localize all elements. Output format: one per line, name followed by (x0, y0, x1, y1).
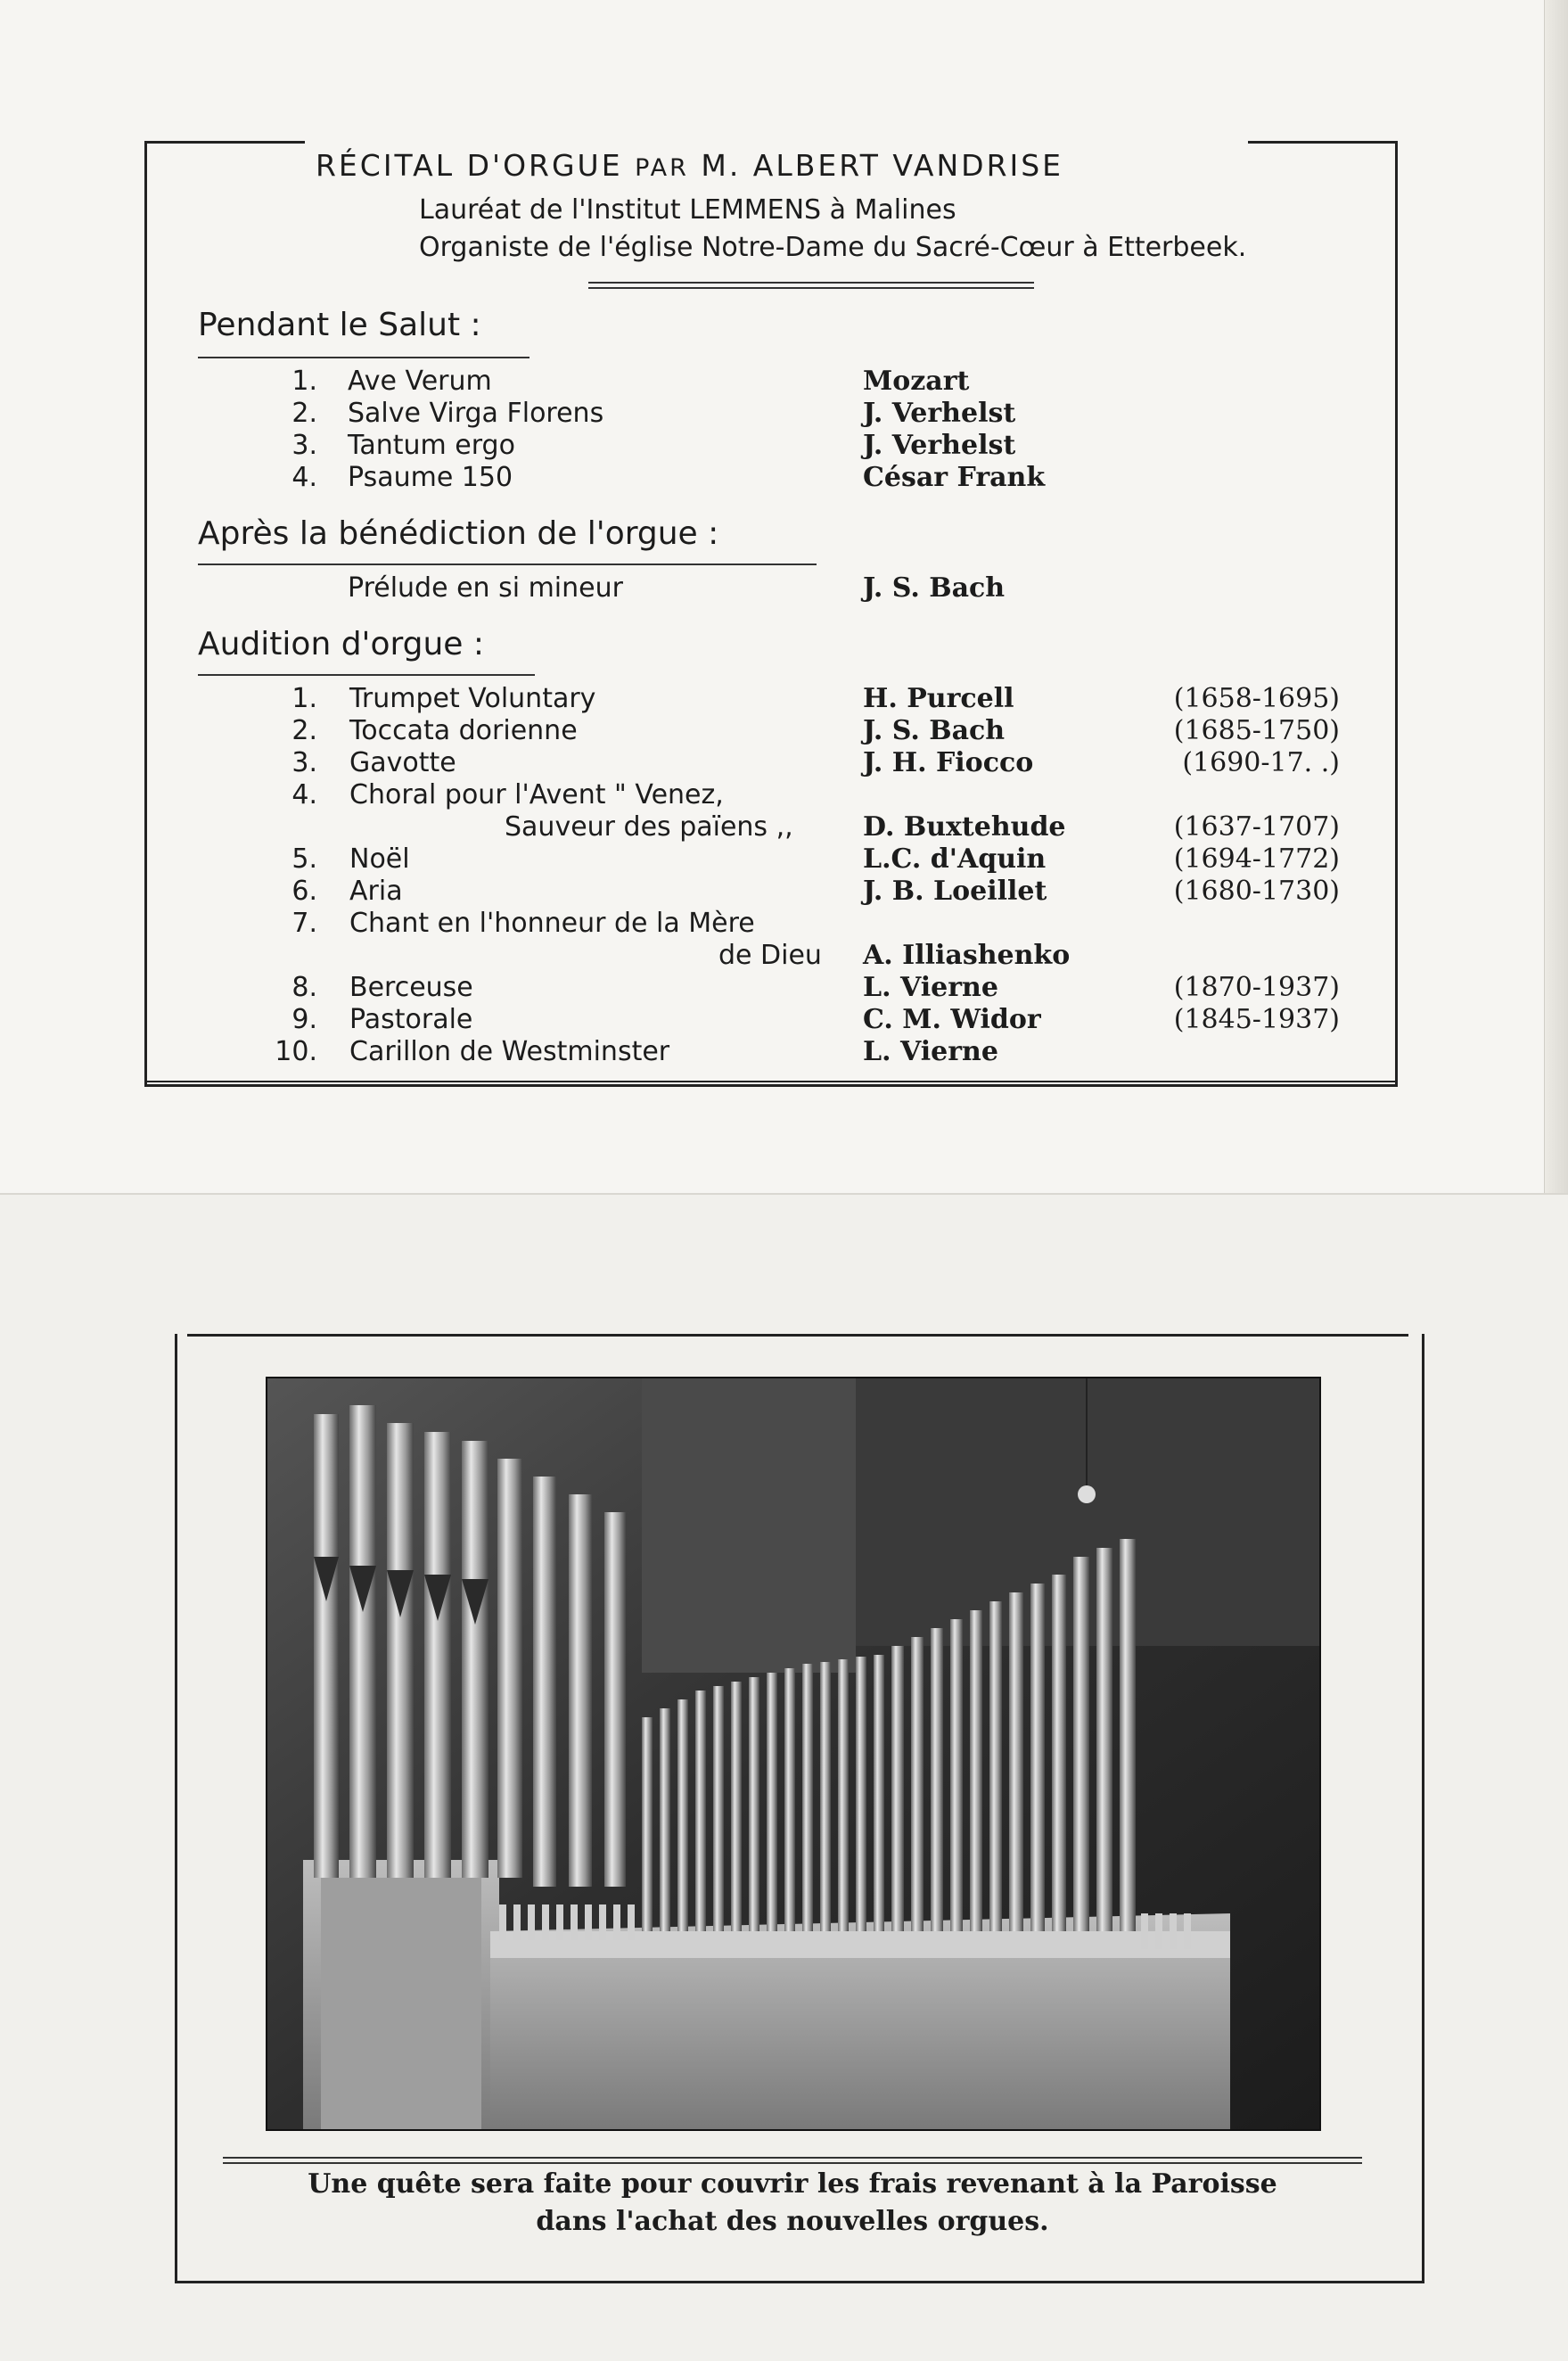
piece-composer: A. Illiashenko (863, 940, 1071, 971)
item-number: 4. (291, 779, 317, 810)
piece-title: Chant en l'honneur de la Mère (349, 908, 755, 939)
piece-title: Toccata dorienne (349, 715, 578, 746)
piece-title: Noël (349, 843, 410, 875)
piece-title: Carillon de Westminster (349, 1036, 670, 1067)
piece-composer: L. Vierne (863, 972, 998, 1003)
section-heading-salut: Pendant le Salut : (198, 307, 481, 343)
section-rule-salut (198, 357, 530, 358)
piece-composer: J. H. Fiocco (863, 747, 1034, 778)
title-double-rule (588, 282, 1034, 289)
item-number: 9. (291, 1004, 317, 1035)
item-number: 8. (291, 972, 317, 1003)
piece-composer: C. M. Widor (863, 1004, 1041, 1035)
item-number: 2. (291, 715, 317, 746)
piece-composer: Mozart (863, 366, 970, 397)
organ-photo-drawing (267, 1378, 1319, 2129)
piece-composer: J. S. Bach (863, 715, 1006, 746)
program-bottom-rule (144, 1081, 1398, 1082)
piece-title: Gavotte (349, 747, 456, 778)
composer-dates: (1685-1750) (1173, 715, 1340, 746)
performer-position: Organiste de l'église Notre-Dame du Sacré-Cœur à Etterbeek. (419, 232, 1247, 263)
recital-title-performer: M. ALBERT VANDRISE (701, 148, 1064, 183)
piece-title: Ave Verum (348, 366, 492, 397)
piece-title: Choral pour l'Avent " Venez, (349, 779, 724, 810)
item-number: 1. (291, 366, 317, 397)
piece-composer: J. B. Loeillet (863, 876, 1047, 907)
item-number: 3. (291, 747, 317, 778)
recital-title-par: PAR (635, 154, 689, 182)
piece-title: Prélude en si mineur (348, 572, 623, 604)
collection-notice-line1: Une quête sera faite pour couvrir les frais revenant à la Paroisse (308, 2168, 1277, 2200)
item-number: 5. (291, 843, 317, 875)
item-number: 4. (291, 462, 317, 493)
photo-card-top-rule (187, 1334, 1408, 1337)
recital-title-main: RÉCITAL D'ORGUE (316, 148, 623, 183)
piece-title: Trumpet Voluntary (349, 683, 596, 714)
piece-title: Tantum ergo (348, 430, 515, 461)
piece-title: Salve Virga Florens (348, 398, 604, 429)
composer-dates: (1870-1937) (1173, 972, 1340, 1003)
item-number: 7. (291, 908, 317, 939)
recital-title (316, 148, 1243, 183)
frame-top-left-rule (144, 141, 305, 144)
piece-title: Berceuse (349, 972, 473, 1003)
piece-title: Pastorale (349, 1004, 473, 1035)
piece-composer: César Frank (863, 462, 1046, 493)
composer-dates: (1694-1772) (1173, 843, 1340, 875)
piece-title: Aria (349, 876, 403, 907)
item-number: 10. (275, 1036, 317, 1067)
piece-title: Psaume 150 (348, 462, 513, 493)
item-number: 6. (291, 876, 317, 907)
piece-composer: J. Verhelst (863, 398, 1016, 429)
piece-title-continued: de Dieu (718, 940, 822, 971)
piece-composer: D. Buxtehude (863, 811, 1066, 843)
piece-composer: L.C. d'Aquin (863, 843, 1047, 875)
section-heading-audition: Audition d'orgue : (198, 626, 485, 662)
item-number: 3. (291, 430, 317, 461)
section-heading-benediction: Après la bénédiction de l'orgue : (198, 515, 719, 552)
collection-notice-line2: dans l'achat des nouvelles orgues. (536, 2206, 1049, 2237)
piece-composer: J. Verhelst (863, 430, 1016, 461)
item-number: 1. (291, 683, 317, 714)
performer-credential: Lauréat de l'Institut LEMMENS à Malines (419, 194, 956, 226)
piece-composer: J. S. Bach (863, 572, 1006, 604)
piece-composer: H. Purcell (863, 683, 1014, 714)
frame-top-right-rule (1248, 141, 1395, 144)
caption-double-rule (223, 2157, 1362, 2164)
composer-dates: (1680-1730) (1173, 876, 1340, 907)
composer-dates: (1658-1695) (1173, 683, 1340, 714)
page-edge (1544, 0, 1568, 1193)
item-number: 2. (291, 398, 317, 429)
section-rule-benediction (198, 564, 817, 565)
composer-dates: (1690-17. .) (1182, 747, 1340, 778)
piece-title-continued: Sauveur des païens ,, (505, 811, 793, 843)
composer-dates: (1637-1707) (1173, 811, 1340, 843)
organ-photo (266, 1377, 1321, 2131)
section-rule-audition (198, 674, 535, 676)
piece-composer: L. Vierne (863, 1036, 998, 1067)
composer-dates: (1845-1937) (1173, 1004, 1340, 1035)
